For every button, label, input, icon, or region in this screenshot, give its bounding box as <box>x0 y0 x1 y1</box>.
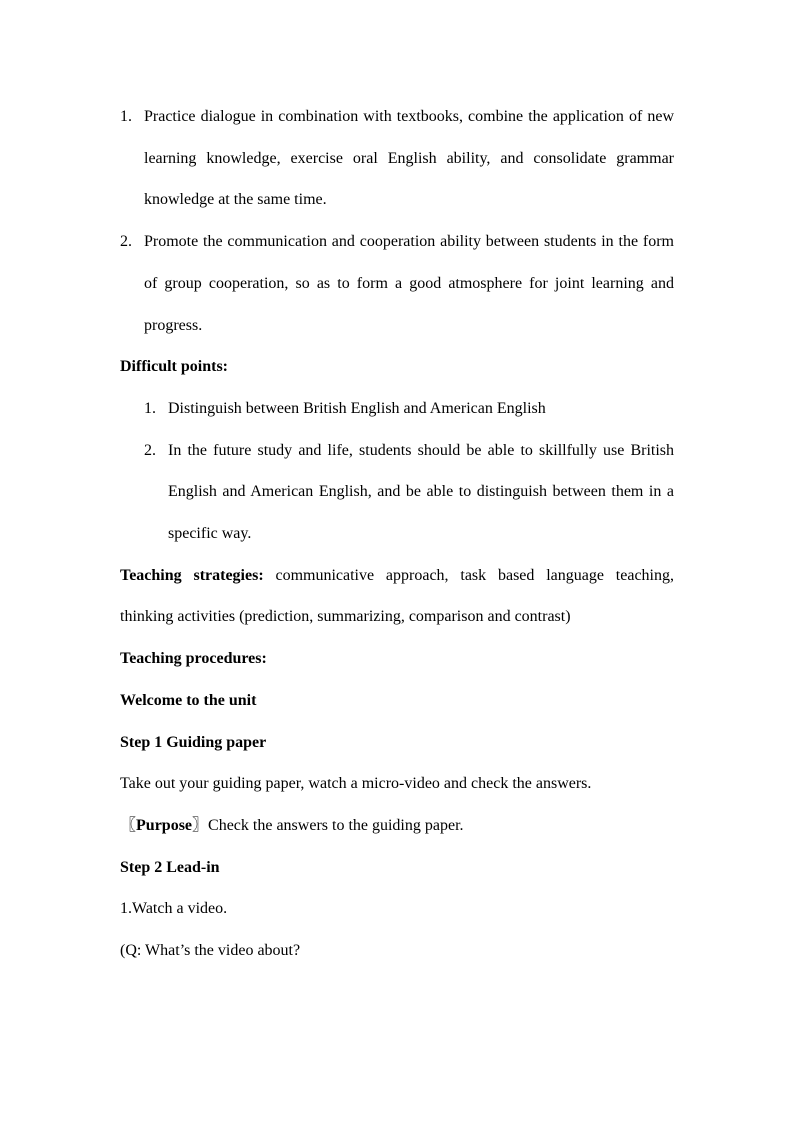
list-text: In the future study and life, students should be able to skillfully use British English and American English, and be able to distinguish between them in a specific way. <box>168 441 674 543</box>
difficult-item-2 <box>120 430 674 555</box>
list-number: 2. <box>144 441 156 459</box>
list-text: Promote the communication and cooperation ability between students in the form of group cooperation, so as to form a good atmosphere for joint learning and progress. <box>144 233 674 334</box>
difficult-item-1 <box>120 388 674 430</box>
teaching-strategies-label: Teaching strategies: <box>120 566 264 584</box>
step2-heading: Step 2 Lead-in <box>120 858 220 876</box>
difficult-points-heading: Difficult points: <box>120 358 228 376</box>
purpose-label: Purpose <box>136 816 193 834</box>
step2-line-2: (Q: What’s the video about? <box>120 942 301 960</box>
teaching-strategies-paragraph <box>120 555 674 638</box>
step2-line-1: 1.Watch a video. <box>120 900 228 918</box>
step1-purpose: 〖Purpose〗Check the answers to the guiding paper. <box>120 816 464 834</box>
list-number: 1. <box>144 399 156 417</box>
objective-item-2 <box>120 221 674 346</box>
purpose-text: Check the answers to the guiding paper. <box>208 816 464 834</box>
document-page <box>120 96 674 972</box>
teaching-procedures-heading: Teaching procedures: <box>120 650 267 668</box>
list-number: 1. <box>120 108 132 125</box>
list-number: 2. <box>120 233 132 251</box>
teaching-strategies-text: communicative approach, task based language teaching, thinking activities (prediction, summarizing, comparison and contrast) <box>120 566 674 626</box>
list-text: Distinguish between British English and American English <box>168 399 546 417</box>
step1-heading: Step 1 Guiding paper <box>120 733 267 751</box>
step1-text: Take out your guiding paper, watch a micro-video and check the answers. <box>120 775 592 793</box>
welcome-heading: Welcome to the unit <box>120 691 257 709</box>
list-text: Practice dialogue in combination with textbooks, combine the application of new learning knowledge, exercise oral English ability, and consolidate grammar knowledge at the same time. <box>144 108 674 209</box>
objective-item-1 <box>120 96 674 221</box>
